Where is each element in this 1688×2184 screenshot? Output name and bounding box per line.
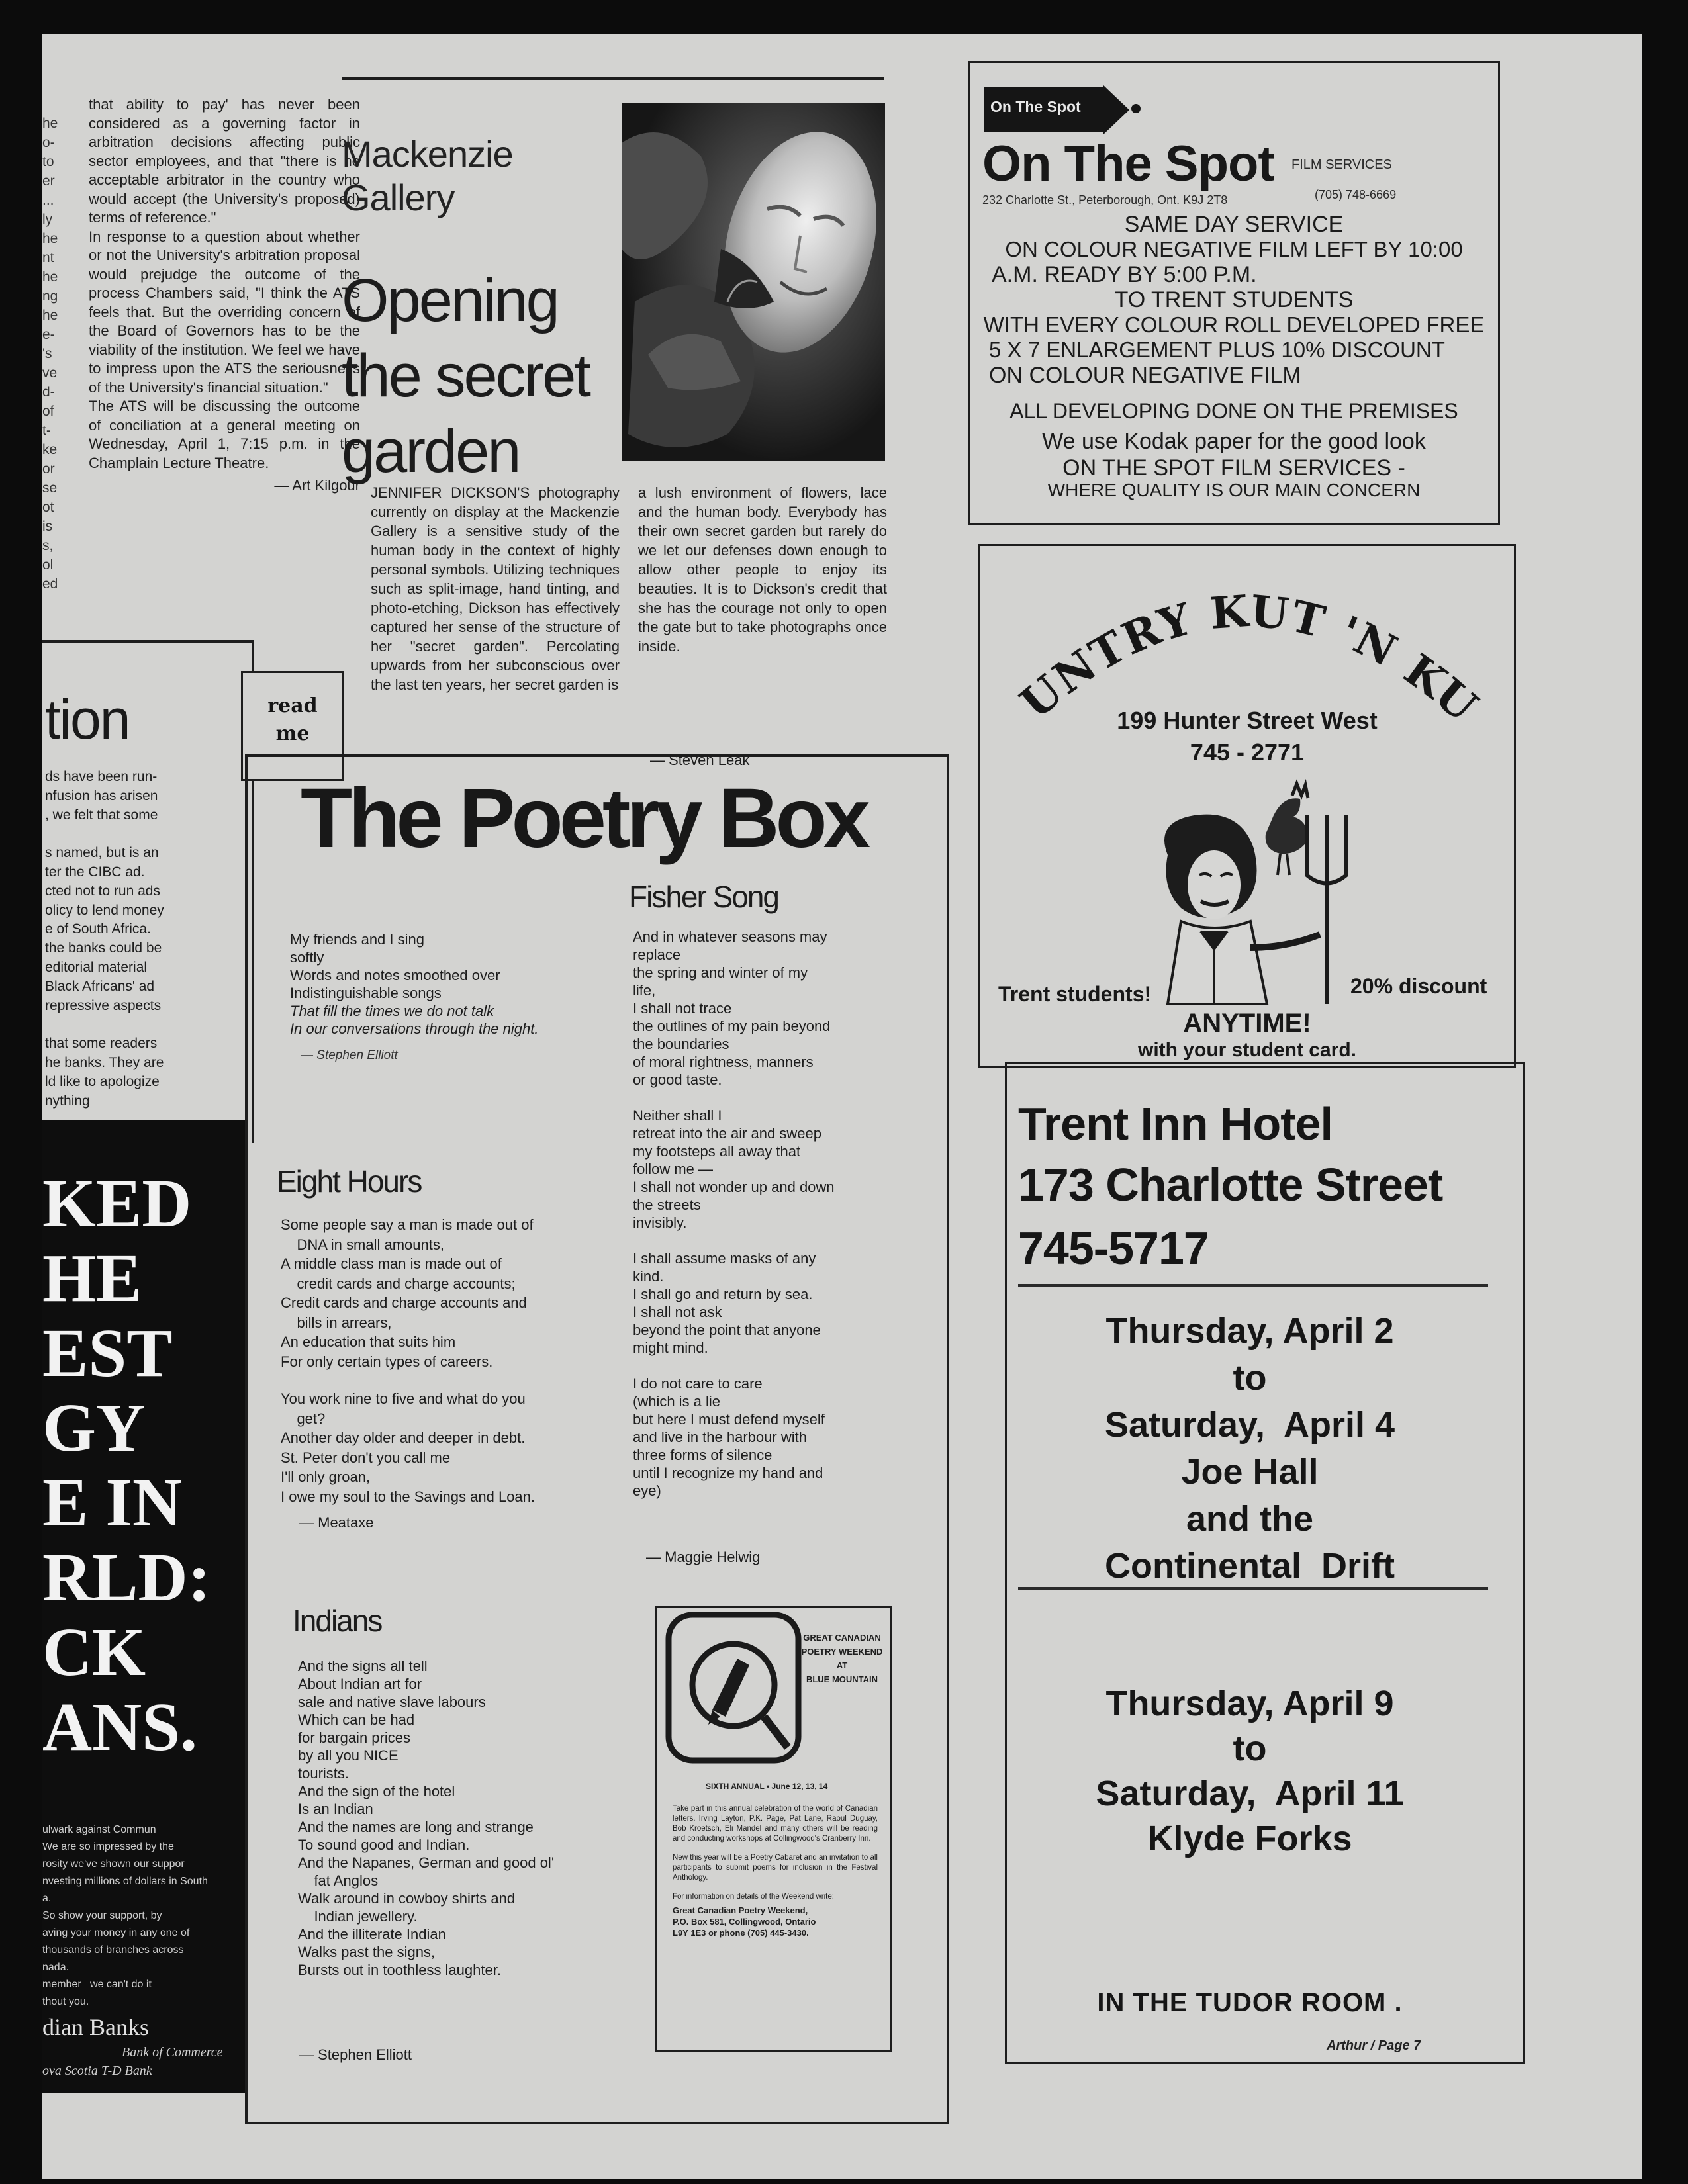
poem-line: Indistinguishable songs <box>290 985 442 1001</box>
poetry-weekend-p1: Take part in this annual celebration of the world of Canadian letters. Irving Layton, P.K. Page, Pat Lane, Raoul Duguay, Bob Kroetsch, Eli Mandel and many others will be reading and conducting workshops at Collingwood's Cranberry Inn. <box>673 1805 878 1843</box>
margin-fragment: se <box>42 480 58 496</box>
margin-fragment: is <box>42 519 53 534</box>
poem-line: (which is a lie <box>633 1393 721 1410</box>
poem-line: Walks past the signs, <box>298 1944 436 1960</box>
poem-line: I shall not ask <box>633 1304 722 1320</box>
poem-line: And the illiterate Indian <box>298 1926 446 1942</box>
poem-indians-author: — Stephen Elliott <box>299 2046 412 2063</box>
event-line: Joe Hall <box>1181 1452 1319 1492</box>
correction-line: ter the CIBC ad. <box>45 864 145 880</box>
margin-fragment: or <box>42 461 55 477</box>
poem-line: I do not care to care <box>633 1375 763 1392</box>
poem-line: but here I must defend myself <box>633 1411 825 1428</box>
on-the-spot-line11: WHERE QUALITY IS OUR MAIN CONCERN <box>1047 480 1421 500</box>
trent-inn-inner <box>1018 1093 1521 1281</box>
left-margin-fragments <box>42 114 71 594</box>
poem-line: Which can be had <box>298 1711 415 1728</box>
logo-text-line: BLUE MOUNTAIN <box>806 1674 878 1684</box>
logo-text-line: GREAT CANADIAN <box>803 1633 881 1643</box>
bank-body-line: nvesting millions of dollars in South <box>42 1876 208 1887</box>
poem-line: And the names are long and strange <box>298 1819 534 1835</box>
on-the-spot-brand-sub: FILM SERVICES <box>1291 158 1392 172</box>
country-kut-address: 199 Hunter Street West <box>1117 707 1378 734</box>
bank-body-line: thousands of branches across <box>42 1944 184 1956</box>
poem-line: About Indian art for <box>298 1676 422 1692</box>
poem-line: That fill the times we do not talk <box>290 1003 494 1019</box>
poem-fisher-song-title: Fisher Song <box>629 880 779 914</box>
poem-line: For only certain types of careers. <box>281 1353 493 1370</box>
poem-indians-title: Indians <box>293 1604 382 1638</box>
stanza <box>633 1250 884 1357</box>
on-the-spot-line2: ON COLOUR NEGATIVE FILM LEFT BY 10:00 <box>1005 237 1463 261</box>
correction-line: the banks could be <box>45 940 162 956</box>
margin-fragment: ol <box>42 557 54 572</box>
poem-line: tourists. <box>298 1765 350 1782</box>
bank-body-line: thout you. <box>42 1996 89 2007</box>
poem-line: I shall go and return by sea. <box>633 1286 813 1302</box>
event-line: Thursday, April 2 <box>1105 1311 1394 1351</box>
poem-eight-hours-author: — Meataxe <box>299 1514 374 1531</box>
event-line: to <box>1233 1729 1267 1768</box>
poem-line: until I recognize my hand and <box>633 1465 823 1481</box>
read-me-line1: read <box>267 694 318 717</box>
bank-headline-line: HE <box>42 1240 142 1316</box>
poem-line: the spring and winter of my <box>633 964 808 981</box>
bank-body-line: aving your money in any one of <box>42 1927 190 1938</box>
correction-line <box>45 825 244 844</box>
gallery-headline <box>342 263 633 489</box>
poem-line: I'll only groan, <box>281 1469 371 1485</box>
poem-line: kind. <box>633 1268 664 1285</box>
poem-line: A middle class man is made out of <box>281 1255 502 1272</box>
poem-line: To sound good and Indian. <box>298 1837 470 1853</box>
margin-fragment: he <box>42 231 58 246</box>
poetry-weekend-p2: New this year will be a Poetry Cabaret and an invitation to all participants to submit poems for inclusion in the Festival Anthology. <box>673 1854 878 1882</box>
country-kut-anytime: ANYTIME! <box>1183 1009 1311 1038</box>
gallery-headline-line: garden <box>342 418 520 485</box>
address-line: L9Y 1E3 or phone (705) 445-3430. <box>673 1928 809 1938</box>
poem-line: My friends and I sing <box>290 931 424 948</box>
bank-body-line: member we can't do it <box>42 1979 152 1990</box>
newspaper-page <box>42 34 1642 2179</box>
poem-line: and live in the harbour with <box>633 1429 807 1445</box>
poem-line: fat Anglos <box>298 1872 379 1889</box>
bank-ad <box>42 1120 245 2093</box>
on-the-spot-brand: On The Spot <box>982 136 1274 192</box>
margin-fragment: ed <box>42 576 58 592</box>
bank-headline-line: GY <box>42 1390 146 1466</box>
poem-line: might mind. <box>633 1340 708 1356</box>
margin-fragment: ot <box>42 500 54 515</box>
country-kut-title-text: UNTRY KUT 'N KU <box>1010 585 1489 733</box>
on-the-spot-address: 232 Charlotte St., Peterborough, Ont. K9J 2T8 <box>982 193 1228 206</box>
margin-fragment: nt <box>42 250 54 265</box>
poem-line: Another day older and deeper in debt. <box>281 1430 526 1446</box>
country-kut-phone: 745 - 2771 <box>1190 739 1305 766</box>
top-rule <box>342 77 884 80</box>
correction-line: nything <box>45 1093 90 1109</box>
on-the-spot-line3: A.M. READY BY 5:00 P.M. <box>992 262 1257 287</box>
stanza <box>633 1107 884 1232</box>
bank-ad-headline <box>42 1166 245 1764</box>
poem-line: my footsteps all away that <box>633 1143 801 1160</box>
poetry-weekend-body <box>673 1804 878 1938</box>
poem-line: sale and native slave labours <box>298 1694 486 1710</box>
poem-line: I shall assume masks of any <box>633 1250 816 1267</box>
poem-line: credit cards and charge accounts; <box>281 1275 516 1292</box>
poem-line: Credit cards and charge accounts and <box>281 1295 527 1311</box>
bank-headline-line: KED <box>42 1165 192 1242</box>
poem-line: three forms of silence <box>633 1447 773 1463</box>
read-me-line2: me <box>275 722 310 745</box>
poem-indians <box>298 1657 629 1979</box>
poem-line: the boundaries <box>633 1036 729 1052</box>
gallery-photo <box>622 103 885 461</box>
stanza <box>281 1389 598 1506</box>
poem-line: of moral rightness, manners <box>633 1054 814 1070</box>
on-the-spot-copy <box>969 212 1499 500</box>
poem-line: I shall not wonder up and down <box>633 1179 835 1195</box>
poem-line: Indian jewellery. <box>298 1908 418 1925</box>
trent-inn-rule1 <box>1018 1284 1488 1287</box>
correction-line: Black Africans' ad <box>45 978 155 994</box>
correction-line: ds have been run- <box>45 769 158 784</box>
poem-line: You work nine to five and what do you <box>281 1390 526 1407</box>
on-the-spot-line1: SAME DAY SERVICE <box>1124 212 1344 237</box>
poetry-weekend-logo-icon <box>665 1611 804 1770</box>
margin-fragment: he <box>42 308 58 323</box>
margin-fragment: 's <box>42 346 52 361</box>
event-line: Saturday, April 4 <box>1104 1405 1395 1445</box>
margin-fragment: t- <box>42 423 51 438</box>
bank-body-line: rosity we've shown our suppor <box>42 1858 185 1870</box>
on-the-spot-line5: WITH EVERY COLOUR ROLL DEVELOPED FREE <box>983 312 1485 337</box>
stanza <box>281 1215 598 1371</box>
event-line: Saturday, April 11 <box>1096 1774 1404 1813</box>
poem-line: Words and notes smoothed over <box>290 967 500 983</box>
correction-line: , we felt that some <box>45 807 158 823</box>
correction-line <box>45 1015 244 1034</box>
poem-line: beyond the point that anyone <box>633 1322 821 1338</box>
left-article-body: that ability to pay' has never been considered as a governing factor in arbitration decisions affecting public sector employees, and that "there is no acceptable arbitrator in the country who would accept (the University's proposed) terms of reference." In response to a question about whether or not the University's arbitration proposal would prejudge the outcome of the process Chambers said, "I think the ATS feels that. But the overriding concern of the Board of Governors has to be the viability of the institution. We feel we have to impress upon the ATS the seriousness of the University's financial situation." The ATS will be discussing the outcome of conciliation at a general meeting on Wednesday, April 1, 7:15 p.m. in the Champlain Lecture Theatre. <box>89 96 360 471</box>
bank-ad-sig-line1: Bank of Commerce <box>122 2045 223 2060</box>
margin-fragment: ve <box>42 365 58 381</box>
margin-fragment: er <box>42 173 55 189</box>
country-kut-right-text: 20% discount <box>1350 974 1487 998</box>
poem-line: by all you NICE <box>298 1747 399 1764</box>
poem-fisher-song <box>633 928 884 1500</box>
poem-line: life, <box>633 982 656 999</box>
correction-line: he banks. They are <box>45 1054 164 1070</box>
trent-inn-room: IN THE TUDOR ROOM . <box>1097 1988 1403 2017</box>
poetry-weekend-p3: For information on details of the Weekend write: <box>673 1893 834 1901</box>
correction-line: cted not to run ads <box>45 883 160 899</box>
margin-fragment: of <box>42 404 54 419</box>
on-the-spot-line8: ALL DEVELOPING DONE ON THE PREMISES <box>1009 399 1458 423</box>
poem-line: And the signs all tell <box>298 1658 428 1674</box>
bank-headline-line: E IN <box>42 1465 182 1541</box>
trent-inn-event1 <box>1018 1308 1481 1590</box>
correction-heading: tion <box>45 688 130 751</box>
bank-ad-signature: dian Banks <box>42 2014 149 2040</box>
poetry-weekend-edition: SIXTH ANNUAL • June 12, 13, 14 <box>706 1782 828 1791</box>
poem-untitled <box>290 931 608 1038</box>
on-the-spot-line4: TO TRENT STUDENTS <box>1114 287 1354 312</box>
gallery-col1: JENNIFER DICKSON'S photography currently on display at the Mackenzie Gallery is a sensitive study of the human body in the context of highly personal symbols. Utilizing techniques such as split-image, hand tinting, and photo-etching, Dickson has effectively captured her sense of the structure of her "secret garden". Percolating upwards from her subconscious over the last ten years, her secret garden is <box>371 484 620 693</box>
event-line: Klyde Forks <box>1147 1819 1352 1858</box>
poem-line: bills in arrears, <box>281 1314 392 1331</box>
poem-line: In our conversations through the night. <box>290 1021 539 1037</box>
margin-fragment: o- <box>42 135 55 150</box>
event-line: to <box>1233 1358 1267 1398</box>
poem-line: DNA in small amounts, <box>281 1236 444 1253</box>
correction-line: that some readers <box>45 1036 158 1052</box>
bank-body-line: So show your support, by <box>42 1910 162 1921</box>
logo-text-line: POETRY WEEKEND <box>801 1647 883 1657</box>
margin-fragment: s, <box>42 538 54 553</box>
poem-line: Is an Indian <box>298 1801 373 1817</box>
poem-line: retreat into the air and sweep <box>633 1125 821 1142</box>
bank-headline-line: ANS. <box>42 1689 198 1765</box>
poem-line: Walk around in cowboy shirts and <box>298 1890 516 1907</box>
on-the-spot-line7: ON COLOUR NEGATIVE FILM <box>989 363 1301 388</box>
gallery-kicker-line2: Gallery <box>342 177 455 218</box>
correction-line: e of South Africa. <box>45 921 151 937</box>
correction-body <box>45 768 244 1111</box>
poetry-weekend-address <box>673 1905 878 1938</box>
bank-ad-body <box>42 1821 241 2011</box>
address-line: P.O. Box 581, Collingwood, Ontario <box>673 1917 816 1927</box>
left-article <box>89 95 360 496</box>
stanza <box>633 1375 884 1500</box>
poem-line: And in whatever seasons may <box>633 929 827 945</box>
gallery-photo-image <box>622 103 885 461</box>
margin-fragment: ke <box>42 442 58 457</box>
gallery-byline: — Steven Leak <box>650 752 750 768</box>
poem-line: I shall not trace <box>633 1000 732 1017</box>
poem-fisher-song-author: — Maggie Helwig <box>646 1549 761 1565</box>
stanza <box>633 928 884 1089</box>
gallery-col2: a lush environment of flowers, lace and the human body. Everybody has their own secret garden but rarely do we let our defenses down enough to allow other people to enjoy its beauties. It is to Dickson's credit that she has the courage not only to open the gate but to take photographs once inside. <box>638 484 887 655</box>
correction-line: ld like to apologize <box>45 1073 160 1089</box>
poem-line: I owe my soul to the Savings and Loan. <box>281 1488 536 1505</box>
margin-fragment: he <box>42 269 58 285</box>
poem-line: And the Napanes, German and good ol' <box>298 1854 555 1871</box>
poem-line: Neither shall I <box>633 1107 722 1124</box>
gallery-kicker-line1: Mackenzie <box>342 133 513 175</box>
poem-line: get? <box>281 1410 326 1427</box>
on-the-spot-phone: (705) 748-6669 <box>1315 188 1397 201</box>
bank-headline-line: RLD: <box>42 1539 211 1615</box>
bank-headline-line: CK <box>42 1614 146 1690</box>
poem-eight-hours-title: Eight Hours <box>277 1164 422 1199</box>
event-line: Thursday, April 9 <box>1105 1684 1394 1723</box>
bank-headline-line: EST <box>42 1315 173 1391</box>
poem-line: Bursts out in toothless laughter. <box>298 1962 501 1978</box>
on-the-spot-arrow <box>982 85 1141 135</box>
poetry-weekend-logo-text <box>796 1631 888 1686</box>
margin-fragment: to <box>42 154 54 169</box>
on-the-spot-line10: ON THE SPOT FILM SERVICES - <box>1062 455 1405 480</box>
on-the-spot-line9: We use Kodak paper for the good look <box>1042 429 1426 454</box>
address-line: Great Canadian Poetry Weekend, <box>673 1905 808 1915</box>
trent-inn-rule2 <box>1018 1587 1488 1590</box>
poem-line: invisibly. <box>633 1214 687 1231</box>
poem-line: for bargain prices <box>298 1729 410 1746</box>
margin-fragment: ly <box>42 212 53 227</box>
poem-eight-hours <box>281 1215 598 1506</box>
correction-line: olicy to lend money <box>45 902 164 918</box>
country-kut-left-text: Trent students! <box>998 982 1152 1006</box>
country-kut-card: with your student card. <box>1137 1039 1357 1061</box>
event-line: and the <box>1186 1499 1313 1539</box>
bank-body-line: a. <box>42 1893 52 1904</box>
poem-line: the outlines of my pain beyond <box>633 1018 831 1034</box>
poem-line: An education that suits him <box>281 1334 456 1350</box>
poem-line: eye) <box>633 1482 661 1499</box>
correction-line: nfusion has arisen <box>45 788 158 803</box>
correction-line: editorial material <box>45 959 148 975</box>
page-folio: Arthur / Page 7 <box>1327 2038 1421 2053</box>
bank-body-line: ulwark against Commun <box>42 1824 156 1835</box>
poem-untitled-author: — Stephen Elliott <box>301 1048 398 1062</box>
poem-line: replace <box>633 946 681 963</box>
poem-line: the streets <box>633 1197 701 1213</box>
trent-inn-event2 <box>1018 1681 1481 1861</box>
poem-line: or good taste. <box>633 1071 722 1088</box>
bank-body-line: We are so impressed by the <box>42 1841 174 1852</box>
left-article-byline: — Art Kilgour <box>274 477 360 494</box>
margin-fragment: ... <box>42 193 54 208</box>
gallery-headline-line: Opening <box>342 267 558 334</box>
poem-line: Some people say a man is made out of <box>281 1216 534 1233</box>
poetry-weekend-logo <box>665 1611 804 1770</box>
trent-inn-name: Trent Inn Hotel <box>1018 1098 1333 1150</box>
bank-ad-sig-line2: ova Scotia T-D Bank <box>42 2064 152 2078</box>
margin-fragment: e- <box>42 327 55 342</box>
poem-line: And the sign of the hotel <box>298 1783 455 1799</box>
event-line: Continental Drift <box>1105 1546 1395 1586</box>
poem-line: softly <box>290 949 324 966</box>
poetry-box-title: The Poetry Box <box>301 771 867 866</box>
margin-fragment: d- <box>42 385 55 400</box>
trent-inn-phone: 745-5717 <box>1018 1222 1209 1274</box>
on-the-spot-arrow-label: On The Spot <box>990 98 1081 115</box>
correction-line: repressive aspects <box>45 997 162 1013</box>
gallery-headline-line: the secret <box>342 342 589 410</box>
margin-fragment: he <box>42 116 58 131</box>
logo-text-line: AT <box>836 1661 848 1670</box>
on-the-spot-line6: 5 X 7 ENLARGEMENT PLUS 10% DISCOUNT <box>989 338 1445 362</box>
trent-inn-street: 173 Charlotte Street <box>1018 1159 1443 1210</box>
bank-body-line: nada. <box>42 1962 70 1973</box>
correction-line: s named, but is an <box>45 845 159 861</box>
margin-fragment: ng <box>42 289 58 304</box>
poem-line: follow me — <box>633 1161 714 1177</box>
poem-line: St. Peter don't you call me <box>281 1449 451 1466</box>
